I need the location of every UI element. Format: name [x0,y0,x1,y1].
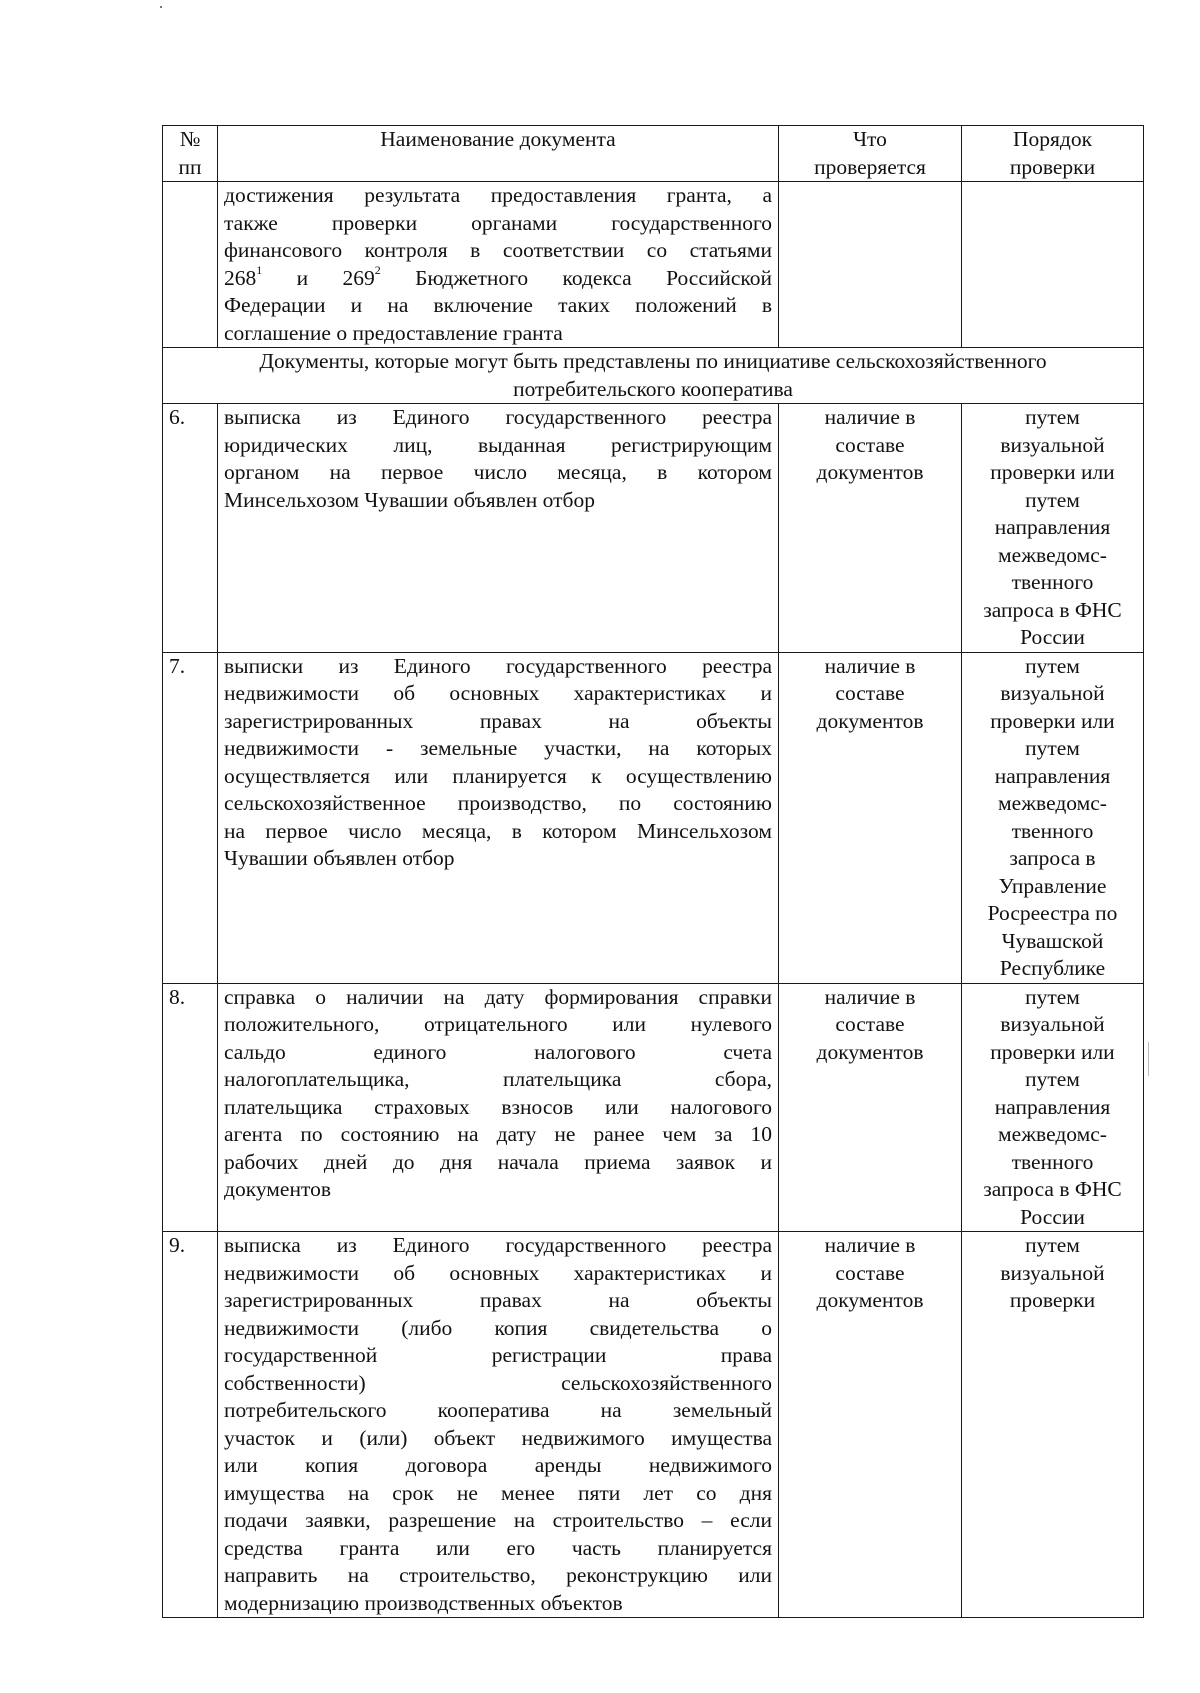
check-procedure-line: направления [994,515,1111,539]
document-name-line: участок и (или) объект недвижимого имущества [224,1425,772,1450]
check-procedure-line: твенного [1011,570,1094,594]
check-procedure-line: путем [1025,1233,1080,1257]
what-checked-line: составе [835,681,905,705]
check-procedure-line: визуальной [1000,1260,1105,1285]
document-name-line: рабочих дней до дня начала приема заявок и [224,1149,772,1174]
check-procedure-line: межведомс- [998,542,1107,567]
check-procedure-line: визуальной [1000,681,1105,705]
check-procedure-line: межведомс- [998,791,1107,815]
check-procedure-empty [962,182,1144,348]
check-procedure-line: путем [1025,1067,1080,1091]
check-procedure-line: направления [994,763,1111,788]
check-procedure-line: Чувашской [1001,928,1104,953]
section-header-row [163,348,1144,404]
header-number: № пп [163,126,218,182]
row-number-empty [163,182,218,348]
document-name [218,652,779,983]
section-title: Документы, которые могут быть представлены по инициативе сельскохозяйственного потребительского кооператива [163,348,1144,404]
document-name-line: справка о наличии на дату формирования справки [224,984,772,1009]
table-row [163,1232,1144,1618]
document-name-line: Чувашии объявлен отбор [224,846,455,870]
document-name-line: юридических лиц, выданная регистрирующим [224,432,772,457]
what-checked-line: наличие в [824,1233,916,1257]
document-name-line: имущества на срок не менее пяти лет со дня [224,1480,772,1505]
document-name-line: на первое число месяца, в котором Минсельхозом [224,818,772,843]
document-name-line: недвижимости об основных характеристиках и [224,681,772,705]
row-number: 8. [163,983,218,1232]
check-procedure-line: межведомс- [998,1122,1107,1146]
what-checked [779,983,962,1232]
check-procedure-line: направления [994,1094,1111,1119]
check-procedure-line: путем [1025,984,1080,1009]
what-checked [779,652,962,983]
document-name-line: недвижимости - земельные участки, на которых [224,736,772,760]
row-number: 6. [163,404,218,653]
article-references-line: $268^1$ и $269^2$ Бюджетного кодекса Российской [224,263,773,290]
check-procedure [962,1232,1144,1618]
document-name-line: подачи заявки, разрешение на строительство – если [224,1508,772,1532]
check-procedure-line: запроса в ФНС [983,1177,1122,1201]
document-name-line: зарегистрированных правах на объекты [224,1288,772,1312]
document-name-line: плательщика страховых взносов или налогового [224,1094,772,1119]
verification-table [162,125,1144,1618]
what-checked-empty [779,182,962,348]
what-checked-line: документов [816,1039,924,1064]
document-name [218,404,779,653]
what-checked-line: составе [835,1012,905,1036]
check-procedure-line: путем [1025,405,1080,429]
table-row [163,652,1144,983]
document-name-line: сельскохозяйственное производство, по состоянию [224,791,772,815]
document-name-line: выписки из Единого государственного реестра [224,653,772,678]
check-procedure [962,652,1144,983]
document-name-line: налогоплательщика, плательщика сбора, [224,1067,772,1091]
document-name-line: средства гранта или его часть планируется [224,1535,772,1560]
header-document-name: Наименование документа [218,126,779,182]
check-procedure-line: проверки или [990,708,1115,733]
what-checked-line: составе [835,1260,905,1285]
what-checked [779,404,962,653]
document-name-line: Минсельхозом Чувашии объявлен отбор [224,487,595,512]
check-procedure-line: Республике [999,956,1106,980]
check-procedure-line: визуальной [1000,432,1105,457]
check-procedure-line: путем [1025,736,1080,760]
document-name-line: выписка из Единого государственного реестра [224,405,772,429]
document-name-line: выписка из Единого государственного реестра [224,1233,772,1257]
document-name-line: недвижимости об основных характеристиках и [224,1260,772,1285]
check-procedure-line: запроса в [1009,846,1096,870]
document-name-line: недвижимости (либо копия свидетельства о [224,1315,772,1340]
check-procedure-line: запроса в ФНС [983,597,1122,622]
what-checked-line: наличие в [824,984,916,1009]
document-name-line: модернизацию производственных объектов [224,1590,623,1615]
document-name-line: собственности) сельскохозяйственного [224,1370,772,1395]
check-procedure [962,983,1144,1232]
check-procedure-line: России [1020,625,1085,649]
check-procedure-line: твенного [1011,1149,1094,1174]
row-number: 7. [163,652,218,983]
check-procedure-line: твенного [1011,818,1094,843]
what-checked-line: наличие в [824,405,916,429]
document-name-line: зарегистрированных правах на объекты [224,708,772,733]
continuation-row [163,182,1144,348]
document-name-line: направить на строительство, реконструкцию или [224,1563,772,1587]
check-procedure-line: России [1020,1204,1085,1229]
document-name-line: осуществляется или планируется к осуществлению [224,763,772,788]
check-procedure-line: проверки или [990,1039,1115,1064]
table-row [163,983,1144,1232]
document-name-line: потребительского кооператива на земельный [224,1398,772,1422]
what-checked-line: составе [835,432,905,457]
what-checked-line: наличие в [824,653,916,678]
check-procedure-line: Управление [998,873,1107,898]
check-procedure-line: Росреестра по [987,901,1118,925]
document-name [218,983,779,1232]
document-name-line: органом на первое число месяца, в котором [224,460,772,484]
what-checked [779,1232,962,1618]
scan-speck [160,6,162,8]
table-header-row [163,126,1144,182]
check-procedure-line: путем [1025,487,1080,512]
document-name-line: агента по состоянию на дату не ранее чем за 10 [224,1122,772,1146]
continuation-text: достижения результата предоставления гранта, а также проверки органами государственного финансового контроля в соответствии со статьями $268^1$ и $269^2$ Бюджетного кодекса Российской Федерации и на включение таких положений в соглашение о предоставление гранта [218,182,779,348]
check-procedure [962,404,1144,653]
header-what-checked: Что проверяется [779,126,962,182]
check-procedure-line: путем [1025,653,1080,678]
table-row [163,404,1144,653]
document-rows [163,404,1144,1618]
row-number: 9. [163,1232,218,1618]
scan-mark [1148,1042,1149,1076]
check-procedure-line: проверки или [990,460,1115,484]
what-checked-line: документов [816,708,924,733]
document-name-line: сальдо единого налогового счета [224,1039,772,1064]
document-name [218,1232,779,1618]
check-procedure-line: визуальной [1000,1012,1105,1036]
header-check-procedure: Порядок проверки [962,126,1144,182]
document-name-line: положительного, отрицательного или нулевого [224,1012,772,1036]
what-checked-line: документов [816,1288,924,1312]
what-checked-line: документов [816,460,924,484]
document-name-line: государственной регистрации права [224,1343,772,1367]
check-procedure-line: проверки [1009,1288,1096,1312]
document-name-line: или копия договора аренды недвижимого [224,1453,772,1477]
document-name-line: документов [224,1177,331,1201]
